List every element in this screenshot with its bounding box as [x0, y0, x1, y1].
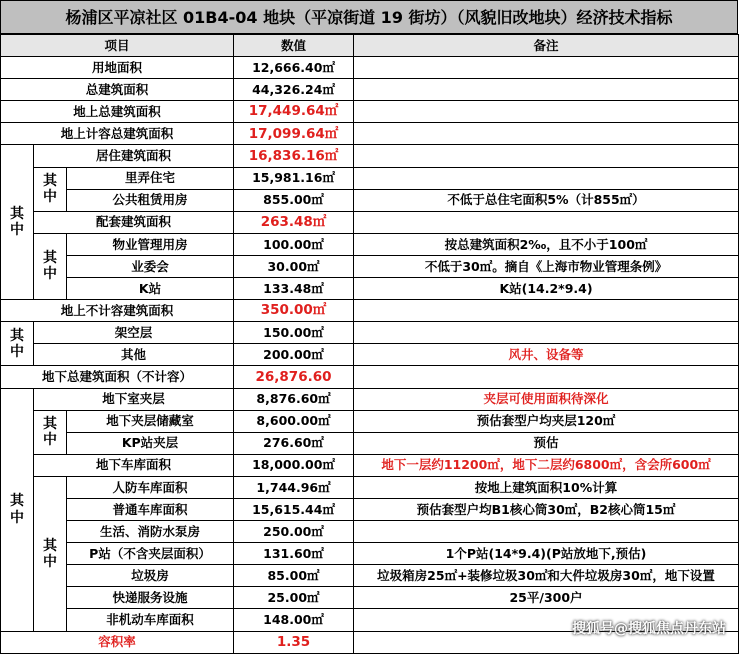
item-label: 公共租赁用房 [67, 189, 234, 211]
table-row [1, 211, 739, 233]
table-row [1, 587, 739, 609]
item-note: 按地上建筑面积10%计算 [354, 476, 739, 498]
item-note [354, 300, 739, 322]
item-label: 地上总建筑面积 [1, 101, 234, 123]
item-value: 85.00㎡ [234, 565, 354, 587]
item-value: 1.35 [234, 631, 354, 653]
item-value: 16,836.16㎡ [234, 145, 354, 167]
item-note: 不低于总住宅面积5%（计855㎡） [354, 189, 739, 211]
table-row [1, 543, 739, 565]
table-row [1, 300, 739, 322]
item-label: 生活、消防水泵房 [67, 521, 234, 543]
item-note [354, 101, 739, 123]
item-note: 1个P站(14*9.4)(P站放地下,预估) [354, 543, 739, 565]
sheet-title: 杨浦区平凉社区 01B4-04 地块（平凉街道 19 街坊）（风貌旧改地块）经济技术指标 [0, 0, 738, 34]
item-label: P站（不含夹层面积） [67, 543, 234, 565]
watermark: 搜狐号@搜狐焦点丹东站 [572, 621, 726, 637]
item-note [354, 79, 739, 101]
item-note: 预估套型户均夹层120㎡ [354, 410, 739, 432]
item-label: 居住建筑面积 [34, 145, 234, 167]
table-row [1, 498, 739, 520]
header-value: 数值 [234, 35, 354, 57]
item-label: 用地面积 [1, 57, 234, 79]
group-label: 其 中 [1, 322, 34, 366]
table-row [1, 101, 739, 123]
item-label: 地下夹层储藏室 [67, 410, 234, 432]
item-value: 855.00㎡ [234, 189, 354, 211]
item-label: 快递服务设施 [67, 587, 234, 609]
item-label: 业委会 [67, 255, 234, 277]
item-label: KP站夹层 [67, 432, 234, 454]
item-value: 30.00㎡ [234, 255, 354, 277]
item-value: 8,876.60㎡ [234, 388, 354, 410]
item-value: 148.00㎡ [234, 609, 354, 631]
item-value: 15,981.16㎡ [234, 167, 354, 189]
table-row [1, 145, 739, 167]
table-row [1, 278, 739, 300]
item-value: 133.48㎡ [234, 278, 354, 300]
table-row [1, 432, 739, 454]
table-row [1, 454, 739, 476]
item-label: 地上计容总建筑面积 [1, 123, 234, 145]
table-row [1, 476, 739, 498]
item-label: 非机动车库面积 [67, 609, 234, 631]
item-label: 配套建筑面积 [34, 211, 234, 233]
item-label: 普通车库面积 [67, 498, 234, 520]
item-value: 17,099.64㎡ [234, 123, 354, 145]
table-row [1, 366, 739, 388]
item-note [354, 57, 739, 79]
item-note: 夹层可使用面积待深化 [354, 388, 739, 410]
item-note: K站(14.2*9.4) [354, 278, 739, 300]
item-note [354, 145, 739, 167]
item-value: 350.00㎡ [234, 300, 354, 322]
table-row [1, 521, 739, 543]
table-row [1, 410, 739, 432]
table-row [1, 233, 739, 255]
item-note: 地下一层约11200㎡，地下二层约6800㎡，含会所600㎡ [354, 454, 739, 476]
item-note: 25平/300户 [354, 587, 739, 609]
item-value: 200.00㎡ [234, 344, 354, 366]
group-label: 其 中 [34, 410, 67, 454]
item-label: 架空层 [34, 322, 234, 344]
item-note: 不低于30㎡。摘自《上海市物业管理条例》 [354, 255, 739, 277]
item-label: 总建筑面积 [1, 79, 234, 101]
table-row [1, 123, 739, 145]
item-label: 容积率 [1, 631, 234, 653]
item-value: 15,615.44㎡ [234, 498, 354, 520]
item-label: 地下车库面积 [34, 454, 234, 476]
item-label: 人防车库面积 [67, 476, 234, 498]
item-value: 8,600.00㎡ [234, 410, 354, 432]
item-value: 131.60㎡ [234, 543, 354, 565]
item-note: 风井、设备等 [354, 344, 739, 366]
group-label: 其 中 [1, 145, 34, 300]
item-value: 26,876.60 [234, 366, 354, 388]
item-note [354, 123, 739, 145]
item-value: 25.00㎡ [234, 587, 354, 609]
item-note: 垃圾箱房25㎡+装修垃圾30㎡和大件垃圾房30㎡，地下设置 [354, 565, 739, 587]
item-label: 地下总建筑面积（不计容） [1, 366, 234, 388]
table-row [1, 189, 739, 211]
item-note [354, 211, 739, 233]
header-item: 项目 [1, 35, 234, 57]
table-row [1, 388, 739, 410]
indicator-table [0, 34, 739, 654]
item-label: 里弄住宅 [67, 167, 234, 189]
item-note: 预估 [354, 432, 739, 454]
item-note: 预估套型户均B1核心筒30㎡，B2核心筒15㎡ [354, 498, 739, 520]
item-label: 物业管理用房 [67, 233, 234, 255]
item-value: 18,000.00㎡ [234, 454, 354, 476]
item-value: 263.48㎡ [234, 211, 354, 233]
item-value: 1,744.96㎡ [234, 476, 354, 498]
table-row [1, 79, 739, 101]
item-label: 垃圾房 [67, 565, 234, 587]
item-note: 按总建筑面积2‰，且不小于100㎡ [354, 233, 739, 255]
item-value: 44,326.24㎡ [234, 79, 354, 101]
table-row [1, 322, 739, 344]
table-row [1, 167, 739, 189]
group-label: 其 中 [1, 388, 34, 631]
item-label: 地上不计容建筑面积 [1, 300, 234, 322]
item-note [354, 322, 739, 344]
item-note [354, 521, 739, 543]
table-row [1, 565, 739, 587]
table-row [1, 57, 739, 79]
item-label: K站 [67, 278, 234, 300]
item-note [354, 366, 739, 388]
item-value: 100.00㎡ [234, 233, 354, 255]
item-label: 其他 [34, 344, 234, 366]
item-value: 276.60㎡ [234, 432, 354, 454]
group-label: 其 中 [34, 167, 67, 211]
item-value: 250.00㎡ [234, 521, 354, 543]
group-label: 其 中 [34, 233, 67, 299]
item-value: 17,449.64㎡ [234, 101, 354, 123]
header-note: 备注 [354, 35, 739, 57]
header-row [1, 35, 739, 57]
table-row [1, 344, 739, 366]
item-label: 地下室夹层 [34, 388, 234, 410]
item-note [354, 167, 739, 189]
item-value: 12,666.40㎡ [234, 57, 354, 79]
item-value: 150.00㎡ [234, 322, 354, 344]
table-row [1, 255, 739, 277]
group-label: 其 中 [34, 476, 67, 631]
